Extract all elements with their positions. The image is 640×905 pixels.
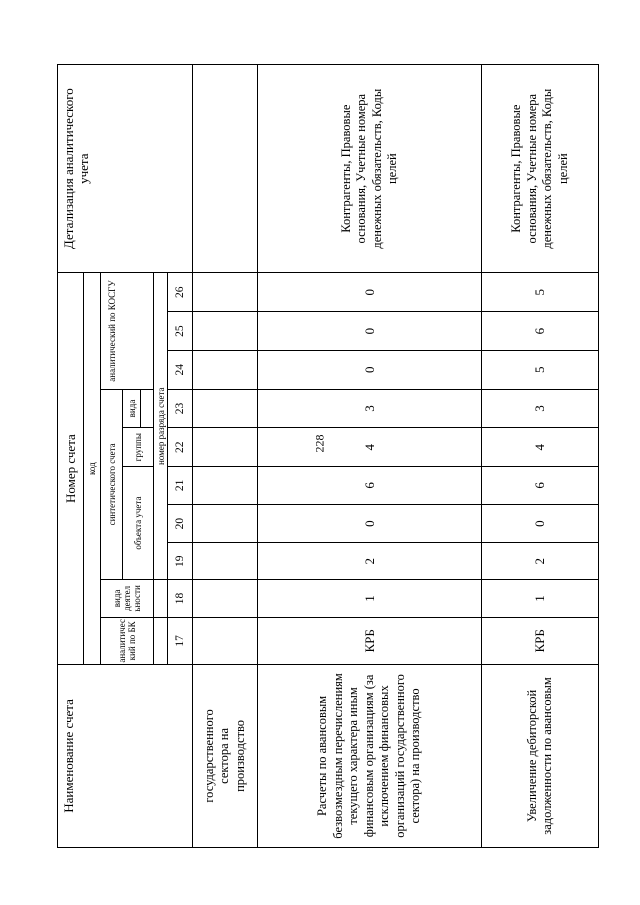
row-value: КРБ bbox=[258, 617, 482, 664]
row-value: КРБ bbox=[482, 617, 599, 664]
header-code: код bbox=[84, 273, 101, 665]
header-digit-spacer bbox=[154, 617, 168, 664]
row-value: 3 bbox=[482, 389, 599, 428]
row-value: 5 bbox=[482, 273, 599, 312]
row-value: 6 bbox=[258, 467, 482, 505]
header-account-name: Наименование счета bbox=[58, 664, 193, 847]
digit-25: 25 bbox=[168, 312, 193, 351]
row-value: 4 bbox=[482, 428, 599, 467]
row-value: 6 bbox=[482, 312, 599, 351]
row-value: 2 bbox=[482, 543, 599, 580]
digit-20: 20 bbox=[168, 504, 193, 543]
row-value: 3 bbox=[258, 389, 482, 428]
row-name: Расчеты по авансовым безвозмездным перечислениям текущего характера иным финансовым организациям (за исключением финансовых организаций государственного сектора) на производство bbox=[258, 664, 482, 847]
row-value bbox=[193, 389, 258, 428]
header-detail: Детализация аналитического учета bbox=[58, 65, 193, 273]
row-value bbox=[193, 617, 258, 664]
table-row bbox=[482, 65, 599, 848]
row-value: 2 bbox=[258, 543, 482, 580]
header-kind: вида bbox=[123, 389, 141, 428]
header-analytical-kosgu: аналитический по КОСГУ bbox=[101, 273, 154, 389]
accounts-table bbox=[57, 64, 599, 848]
digit-22: 22 bbox=[168, 428, 193, 467]
row-value: 0 bbox=[482, 504, 599, 543]
page-number: 228 bbox=[312, 434, 327, 453]
row-value: 1 bbox=[482, 580, 599, 618]
row-value: 5 bbox=[482, 350, 599, 389]
row-value bbox=[193, 580, 258, 618]
row-value: 0 bbox=[258, 504, 482, 543]
row-value: 1 bbox=[258, 580, 482, 618]
digit-24: 24 bbox=[168, 350, 193, 389]
row-name: государственного сектора на производство bbox=[193, 664, 258, 847]
row-value: 0 bbox=[258, 350, 482, 389]
header-kind-spacer bbox=[141, 389, 154, 428]
digit-17: 17 bbox=[168, 617, 193, 664]
digit-19: 19 bbox=[168, 543, 193, 580]
row-value: 0 bbox=[258, 312, 482, 351]
row-detail: Контрагенты, Правовые основания, Учетные номера денежных обязательств, Коды целей bbox=[482, 65, 599, 273]
header-synthetic: синтетического счета bbox=[101, 389, 123, 579]
row-value: 6 bbox=[482, 467, 599, 505]
row-value bbox=[193, 273, 258, 312]
header-accounting-object: объекта учета bbox=[123, 467, 154, 580]
header-digit-spacer bbox=[154, 580, 168, 618]
row-detail: Контрагенты, Правовые основания, Учетные номера денежных обязательств, Коды целей bbox=[258, 65, 482, 273]
row-value bbox=[193, 504, 258, 543]
row-value bbox=[193, 543, 258, 580]
header-activity-type: вида деятел ьности bbox=[101, 580, 154, 618]
row-detail bbox=[193, 65, 258, 273]
table-row bbox=[258, 65, 482, 848]
row-value bbox=[193, 428, 258, 467]
rotated-table-container bbox=[57, 64, 578, 848]
row-value bbox=[193, 467, 258, 505]
row-value: 0 bbox=[258, 273, 482, 312]
row-value: 4 bbox=[258, 428, 482, 467]
digit-26: 26 bbox=[168, 273, 193, 312]
digit-21: 21 bbox=[168, 467, 193, 505]
digit-18: 18 bbox=[168, 580, 193, 618]
table-row bbox=[193, 65, 258, 848]
digit-23: 23 bbox=[168, 389, 193, 428]
row-name: Увеличение дебиторской задолженности по авансовым bbox=[482, 664, 599, 847]
row-value bbox=[193, 312, 258, 351]
header-digit-number: номер разряда счета bbox=[154, 273, 168, 580]
header-group: группы bbox=[123, 428, 154, 467]
header-account-number: Номер счета bbox=[58, 273, 84, 665]
header-analytical-bk: аналитичес кий по БК bbox=[101, 617, 154, 664]
row-value bbox=[193, 350, 258, 389]
